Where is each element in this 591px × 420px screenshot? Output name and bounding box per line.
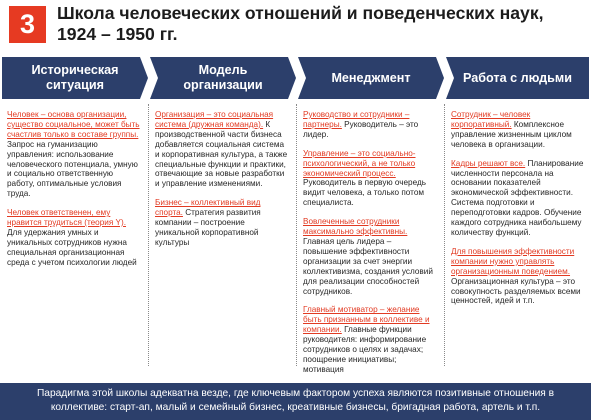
text-block [155,110,289,189]
text-block [303,149,437,208]
highlight-text: Кадры решают все. [451,158,526,168]
highlight-text: Человек – основа организации, существо социальное, может быть счастлив только в составе группы. [7,110,140,139]
body-text: Главные функции руководителя: информирование сотрудников о целях и задачах; поощрение инициативы; мотивация [303,325,427,374]
header-label: Модель организации [183,63,263,92]
highlight-text: Главный мотиватор – желание быть признанным в коллективе и компании. [303,305,430,335]
header-label: Работа с людьми [463,70,572,85]
header-label: Историческая ситуация [31,63,119,92]
highlight-text: Человек ответственен, ему нравится трудиться (теория Y). [7,208,127,228]
header-model [150,57,296,99]
header-management [298,57,444,99]
body-text: Руководитель в первую очередь видит человека, а только потом специалиста. [303,178,427,208]
section-number-badge: 3 [9,6,46,43]
text-block [303,217,437,296]
column-divider [148,104,149,366]
highlight-text: Сотрудник – человек корпоративный. [451,110,531,129]
body-text: К производственной части бизнеса добавляется социальная система и корпоративная культура, а также специальные функции и практики, отвечающие за новые разработки и управление изменениями. [155,119,288,189]
column-divider [296,104,297,366]
column-historical [7,110,141,277]
footer-banner [0,383,591,420]
column-headers [2,57,589,99]
text-block [451,159,585,238]
highlight-text: Организация – это социальная система (дружная команда). [155,110,274,129]
header-historical [2,57,148,99]
text-block [155,198,289,248]
header-people [446,57,589,99]
text-block [303,305,437,374]
highlight-text: Для повышения эффективности компании нужно управлять организационным поведением. [451,246,575,276]
body-text: Организационная культура – это совокупность разделяемых всеми ценностей, идей и т.п. [451,276,581,306]
text-block [303,110,437,140]
footer-text: Парадигма этой школы адекватна везде, где ключевым фактором успеха являются позитивные отношения в коллективе: старт-ап, малый и семейный бизнес, креативные бизнесы, бригадная работа, артель и т.п. [36,388,555,413]
body-text: Комплексное управление жизненным циклом человека в организации. [451,119,572,149]
body-text: Руководитель – это лидер. [303,119,419,139]
column-people [451,110,585,315]
text-block [7,208,141,267]
body-text: Для удержания умных и уникальных сотрудников нужна специальная организационная среда с учетом психологии людей [7,227,137,267]
body-text: Стратегия развития компании – построение уникальной корпоративной культуры [155,208,261,247]
column-model [155,110,289,257]
column-divider [444,104,445,366]
highlight-text: Вовлеченные сотрудники максимально эффективны. [303,217,408,237]
column-management [303,110,437,384]
text-block [7,110,141,199]
body-text: Запрос на гуманизацию управления: использование человеческого потенциала, умную и социально ответственную работу, оптимальные условия труда. [7,139,138,199]
body-text: Планирование численности персонала на основании показателей экономической эффективности. Система подготовки и переподготовки кадров. Обучение каждого сотрудника наибольшему количеству функций. [451,158,584,237]
text-block [451,247,585,306]
highlight-text: Руководство и сотрудники – партнеры. [303,110,410,129]
page-title: Школа человеческих отношений и поведенческих наук, 1924 – 1950 гг. [57,3,544,44]
highlight-text: Управление – это социально-психологический, а не только экономический процесс. [303,148,416,178]
highlight-text: Бизнес – коллективный вид спорта. [155,198,261,218]
text-block [451,110,585,150]
body-text: Главная цель лидера – повышение эффективности организации за счет энергии коллективизма, создания условий для реализации способностей сотрудников. [303,236,433,296]
header-label: Менеджмент [331,70,411,85]
